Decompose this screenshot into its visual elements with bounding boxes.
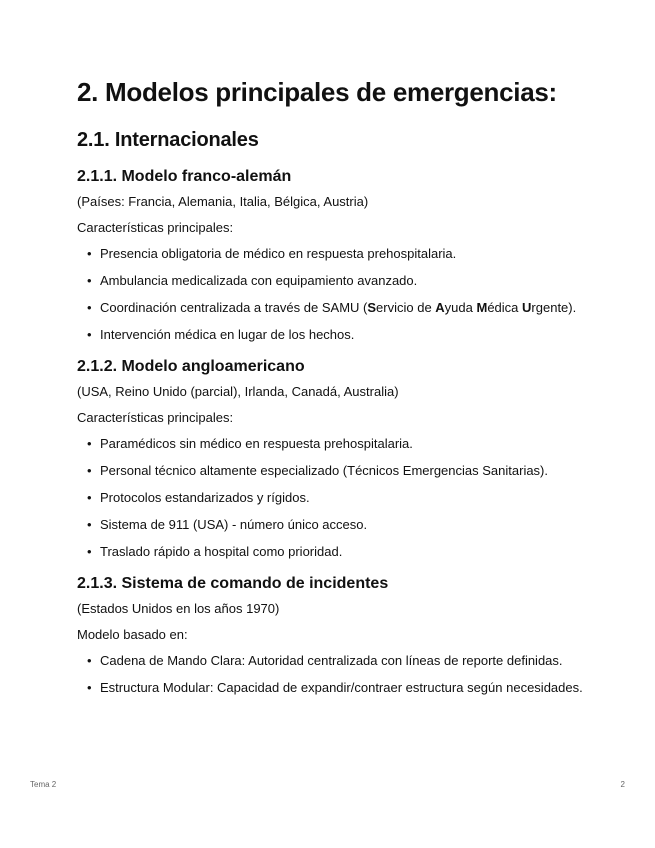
page-content <box>77 76 587 709</box>
model-list <box>77 651 587 697</box>
list-item: • Intervención médica en lugar de los hechos. <box>87 327 355 342</box>
bullet-icon: • <box>87 246 92 261</box>
bullet-icon: • <box>87 517 92 532</box>
list-item: • Personal técnico altamente especializado (Técnicos Emergencias Sanitarias). <box>87 463 548 478</box>
countries-text: (Países: Francia, Alemania, Italia, Bélgica, Austria) <box>77 194 369 209</box>
subsection-franco-aleman <box>77 166 587 344</box>
footer-page-number: 2 <box>620 780 625 789</box>
characteristics-label: Características principales: <box>77 220 234 235</box>
list-item: • Protocolos estandarizados y rígidos. <box>87 490 310 505</box>
characteristics-list <box>77 434 587 561</box>
list-item: • Cadena de Mando Clara: Autoridad centralizada con líneas de reporte definidas. <box>87 653 563 668</box>
countries-text: (USA, Reino Unido (parcial), Irlanda, Canadá, Australia) <box>77 384 399 399</box>
list-item-samu: • Coordinación centralizada a través de SAMU (Servicio de Ayuda Médica Urgente). <box>87 300 577 315</box>
bullet-icon: • <box>87 300 92 315</box>
bullet-icon: • <box>87 490 92 505</box>
bullet-icon: • <box>87 544 92 559</box>
bullet-icon: • <box>87 463 92 478</box>
subsection-heading: 2.1.2. Modelo angloamericano <box>77 358 305 375</box>
origin-text: (Estados Unidos en los años 1970) <box>77 601 280 616</box>
subsection-heading: 2.1.3. Sistema de comando de incidentes <box>77 575 389 592</box>
bullet-icon: • <box>87 327 92 342</box>
footer-chapter: Tema 2 <box>30 780 57 789</box>
characteristics-list <box>77 244 587 344</box>
bullet-icon: • <box>87 436 92 451</box>
subsection-heading: 2.1.1. Modelo franco-alemán <box>77 168 292 185</box>
list-item: • Ambulancia medicalizada con equipamiento avanzado. <box>87 273 418 288</box>
list-item: • Presencia obligatoria de médico en respuesta prehospitalaria. <box>87 246 457 261</box>
bullet-icon: • <box>87 680 92 695</box>
page-title: 2. Modelos principales de emergencias: <box>77 77 557 107</box>
list-item: • Traslado rápido a hospital como prioridad. <box>87 544 343 559</box>
list-item: • Paramédicos sin médico en respuesta prehospitalaria. <box>87 436 413 451</box>
characteristics-label: Características principales: <box>77 410 234 425</box>
section-heading: 2.1. Internacionales <box>77 129 259 151</box>
bullet-icon: • <box>87 273 92 288</box>
subsection-angloamericano <box>77 356 587 561</box>
model-label: Modelo basado en: <box>77 627 188 642</box>
list-item: • Estructura Modular: Capacidad de expandir/contraer estructura según necesidades. <box>87 680 583 695</box>
bullet-icon: • <box>87 653 92 668</box>
subsection-comando-incidentes <box>77 573 587 697</box>
list-item: • Sistema de 911 (USA) - número único acceso. <box>87 517 368 532</box>
